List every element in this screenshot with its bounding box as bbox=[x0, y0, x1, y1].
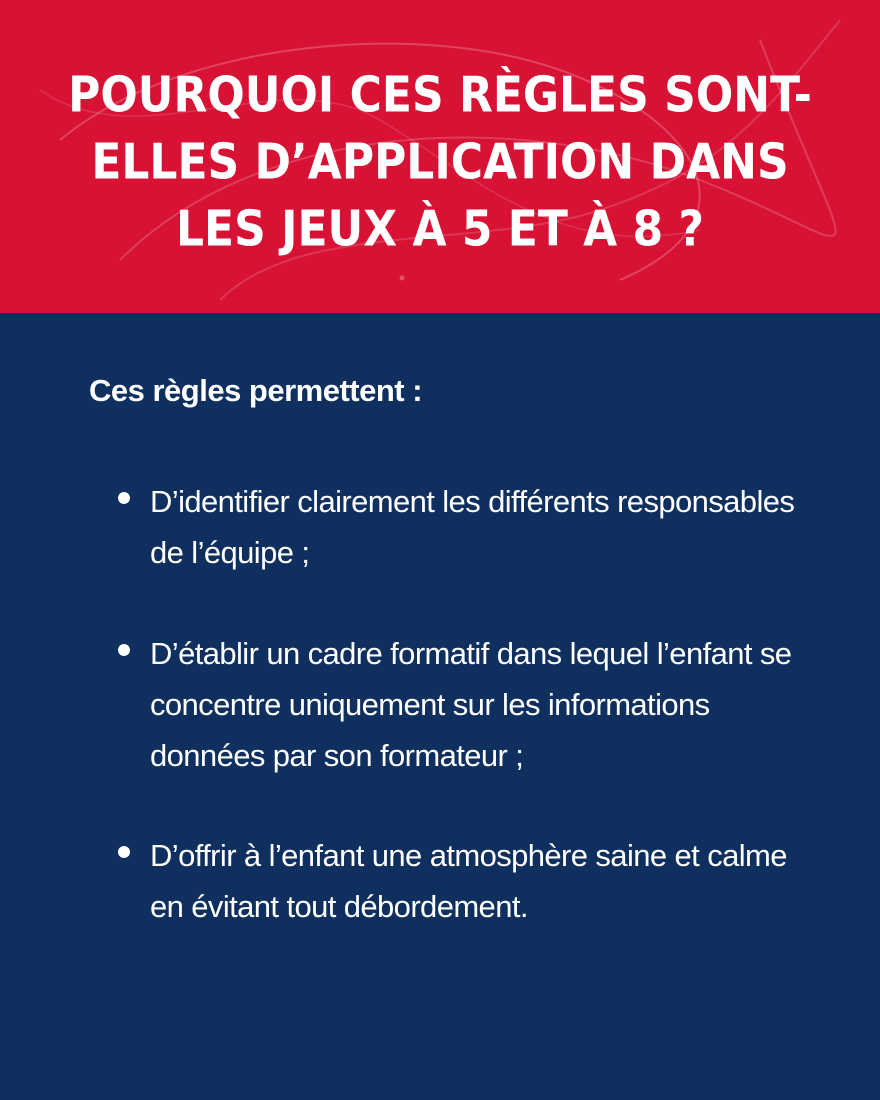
header-banner bbox=[0, 0, 880, 313]
bullet-icon bbox=[118, 846, 130, 858]
content-panel bbox=[0, 313, 880, 1100]
list-item-text: D’identifier clairement les différents responsables de l’équipe ; bbox=[150, 484, 795, 570]
intro-heading: Ces règles permettent : bbox=[89, 373, 423, 408]
list-item-text: D’offrir à l’enfant une atmosphère saine et calme en évitant tout débordement. bbox=[150, 838, 787, 924]
list-item-text: D’établir un cadre formatif dans lequel l’enfant se concentre uniquement sur les informations données par son formateur ; bbox=[150, 636, 792, 773]
page-title: POURQUOI CES RÈGLES SONT-ELLES D’APPLICATION DANS LES JEUX À 5 ET À 8 ? bbox=[68, 66, 812, 258]
bullet-icon bbox=[118, 644, 130, 656]
bullet-icon bbox=[118, 492, 130, 504]
